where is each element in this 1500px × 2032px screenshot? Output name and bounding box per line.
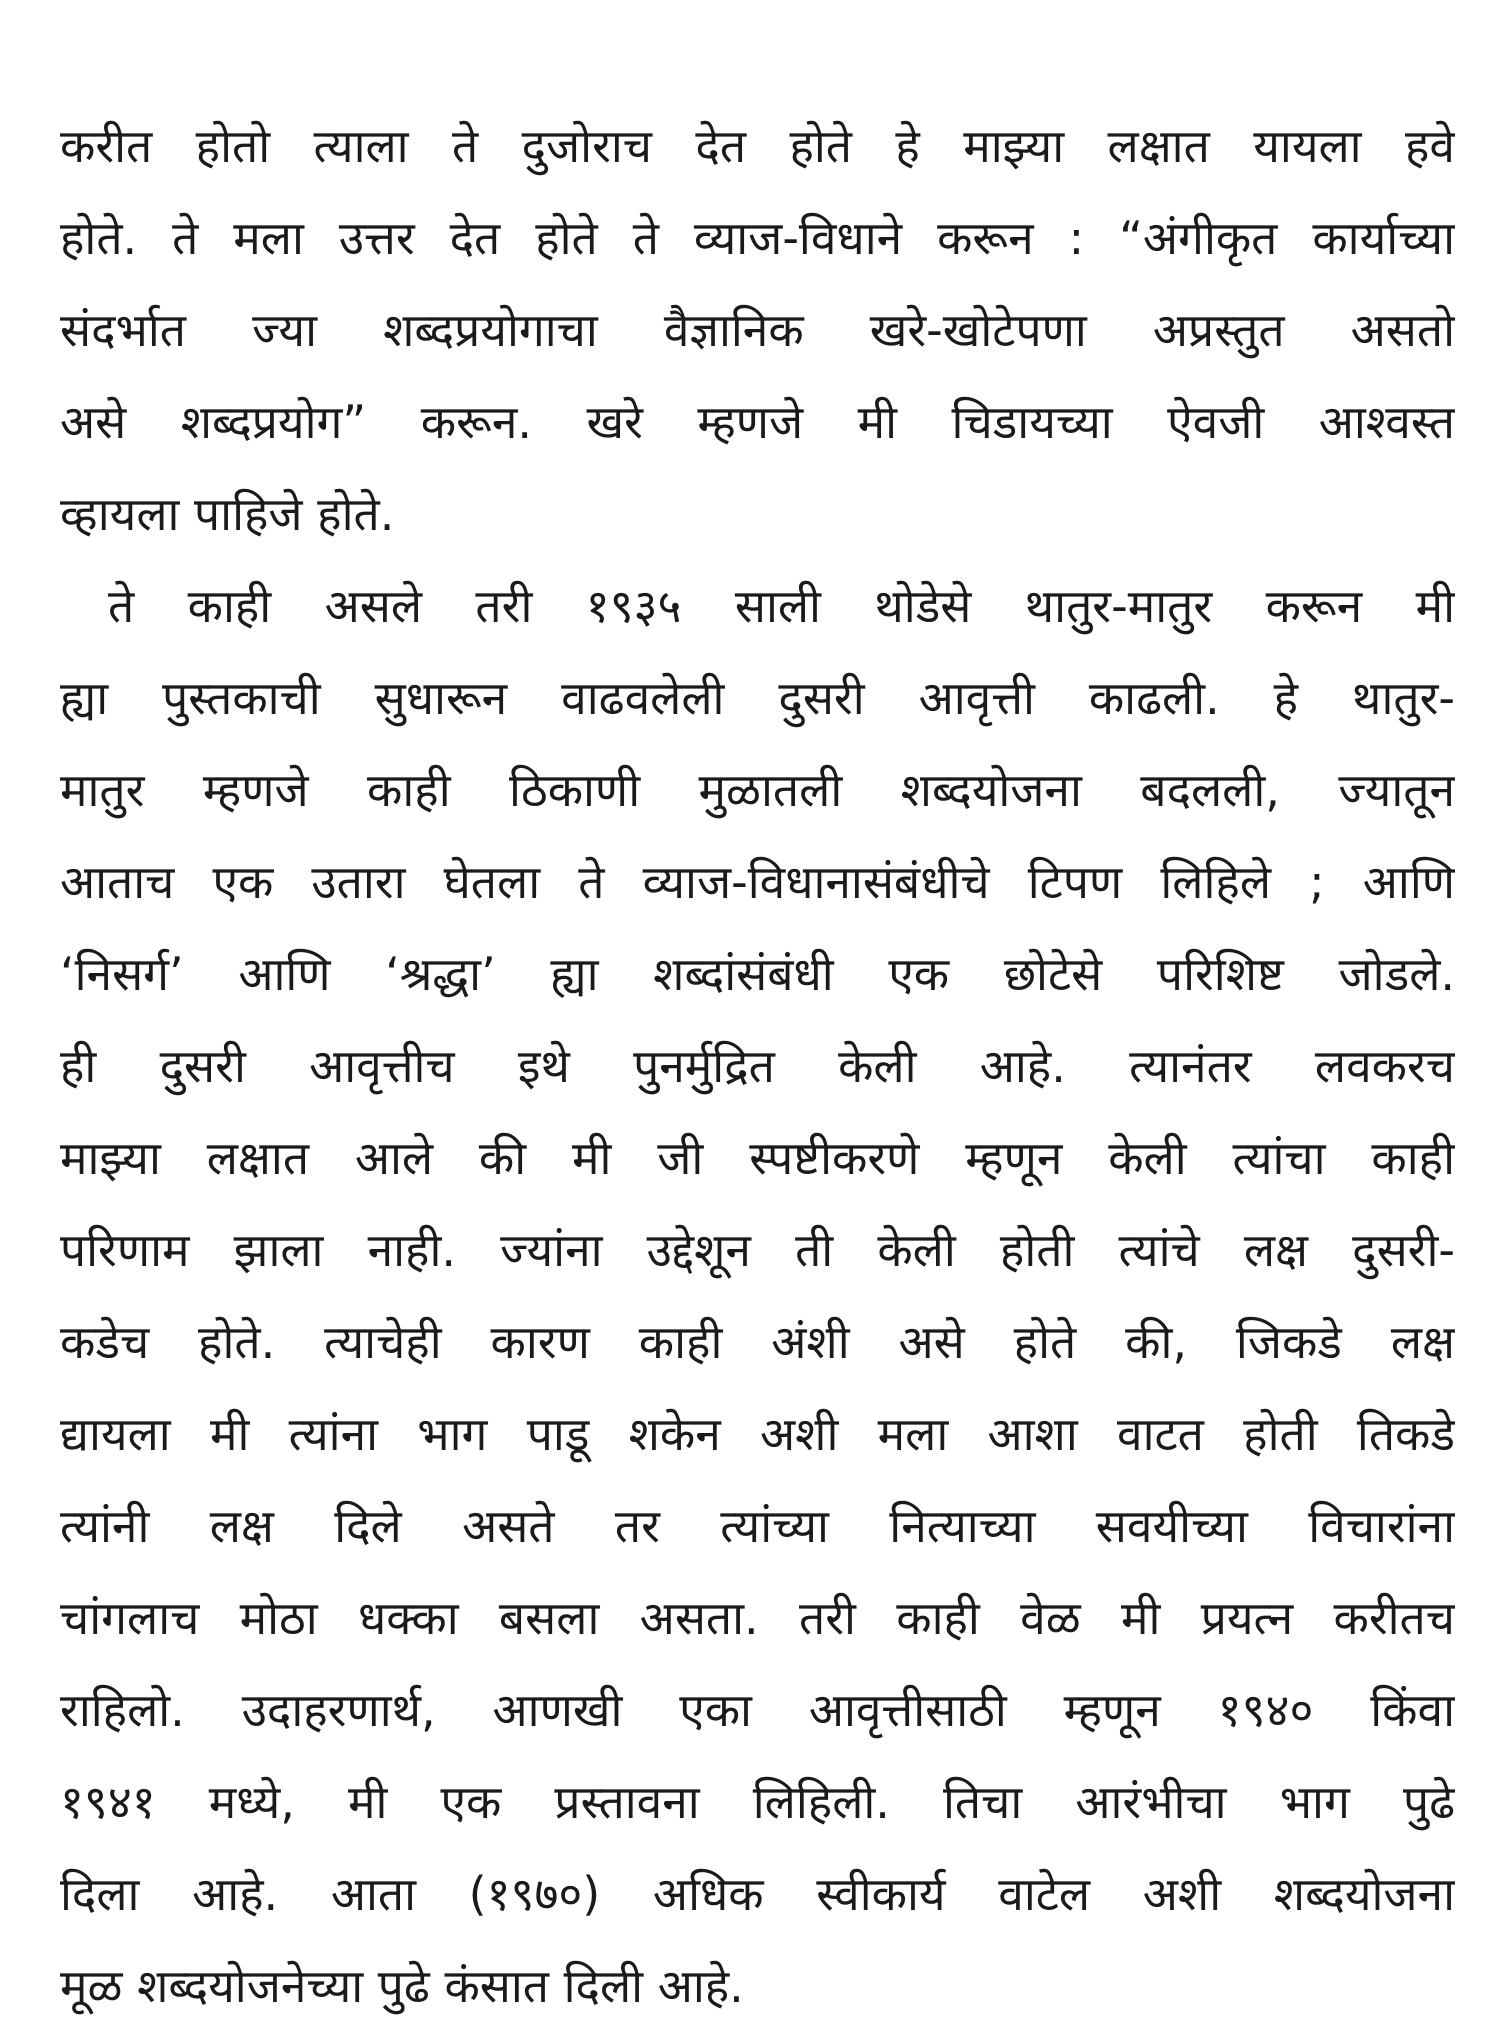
text-line: संदर्भात ज्या शब्दप्रयोगाचा वैज्ञानिक खरे-खोटेपणा अप्रस्तुत असतो bbox=[60, 303, 1455, 357]
text-line: कडेच होते. त्याचेही कारण काही अंशी असे होते की, जिकडे लक्ष bbox=[60, 1315, 1455, 1369]
paragraph-1 bbox=[60, 100, 1455, 560]
text-line: परिणाम झाला नाही. ज्यांना उद्देशून ती केली होती त्यांचे लक्ष दुसरी- bbox=[60, 1223, 1455, 1277]
body-text bbox=[60, 100, 1455, 2032]
text-line: दिला आहे. आता (१९७०) अधिक स्वीकार्य वाटेल अशी शब्दयोजना bbox=[60, 1867, 1455, 1921]
text-line: चांगलाच मोठा धक्का बसला असता. तरी काही वेळ मी प्रयत्न करीतच bbox=[60, 1591, 1455, 1645]
paragraph-2 bbox=[60, 560, 1455, 2032]
text-line: ‘निसर्ग’ आणि ‘श्रद्धा’ ह्या शब्दांसंबंधी एक छोटेसे परिशिष्ट जोडले. bbox=[60, 947, 1455, 1001]
text-line: करीत होतो त्याला ते दुजोराच देत होते हे माझ्या लक्षात यायला हवे bbox=[60, 119, 1455, 173]
text-line: असे शब्दप्रयोग” करून. खरे म्हणजे मी चिडायच्या ऐवजी आश्वस्त bbox=[60, 395, 1455, 449]
text-line: त्यांनी लक्ष दिले असते तर त्यांच्या नित्याच्या सवयीच्या विचारांना bbox=[60, 1499, 1455, 1553]
text-line: राहिलो. उदाहरणार्थ, आणखी एका आवृत्तीसाठी म्हणून १९४० किंवा bbox=[60, 1683, 1455, 1737]
text-line: ह्या पुस्तकाची सुधारून वाढवलेली दुसरी आवृत्ती काढली. हे थातुर- bbox=[60, 671, 1455, 725]
text-line: व्हायला पाहिजे होते. bbox=[60, 487, 395, 541]
text-line: आताच एक उतारा घेतला ते व्याज-विधानासंबंधीचे टिपण लिहिले ; आणि bbox=[60, 855, 1455, 909]
text-line: मातुर म्हणजे काही ठिकाणी मुळातली शब्दयोजना बदलली, ज्यातून bbox=[60, 763, 1455, 817]
text-line: द्यायला मी त्यांना भाग पाडू शकेन अशी मला आशा वाटत होती तिकडे bbox=[60, 1407, 1455, 1461]
text-line: माझ्या लक्षात आले की मी जी स्पष्टीकरणे म्हणून केली त्यांचा काही bbox=[60, 1131, 1455, 1185]
text-line: १९४१ मध्ये, मी एक प्रस्तावना लिहिली. तिचा आरंभीचा भाग पुढे bbox=[60, 1775, 1455, 1829]
text-line: ते काही असले तरी १९३५ साली थोडेसे थातुर-मातुर करून मी bbox=[108, 579, 1455, 633]
text-line: होते. ते मला उत्तर देत होते ते व्याज-विधाने करून : “अंगीकृत कार्याच्या bbox=[60, 211, 1455, 265]
text-line: ही दुसरी आवृत्तीच इथे पुनर्मुद्रित केली आहे. त्यानंतर लवकरच bbox=[60, 1039, 1455, 1093]
text-line: मूळ शब्दयोजनेच्या पुढे कंसात दिली आहे. bbox=[60, 1959, 744, 2013]
